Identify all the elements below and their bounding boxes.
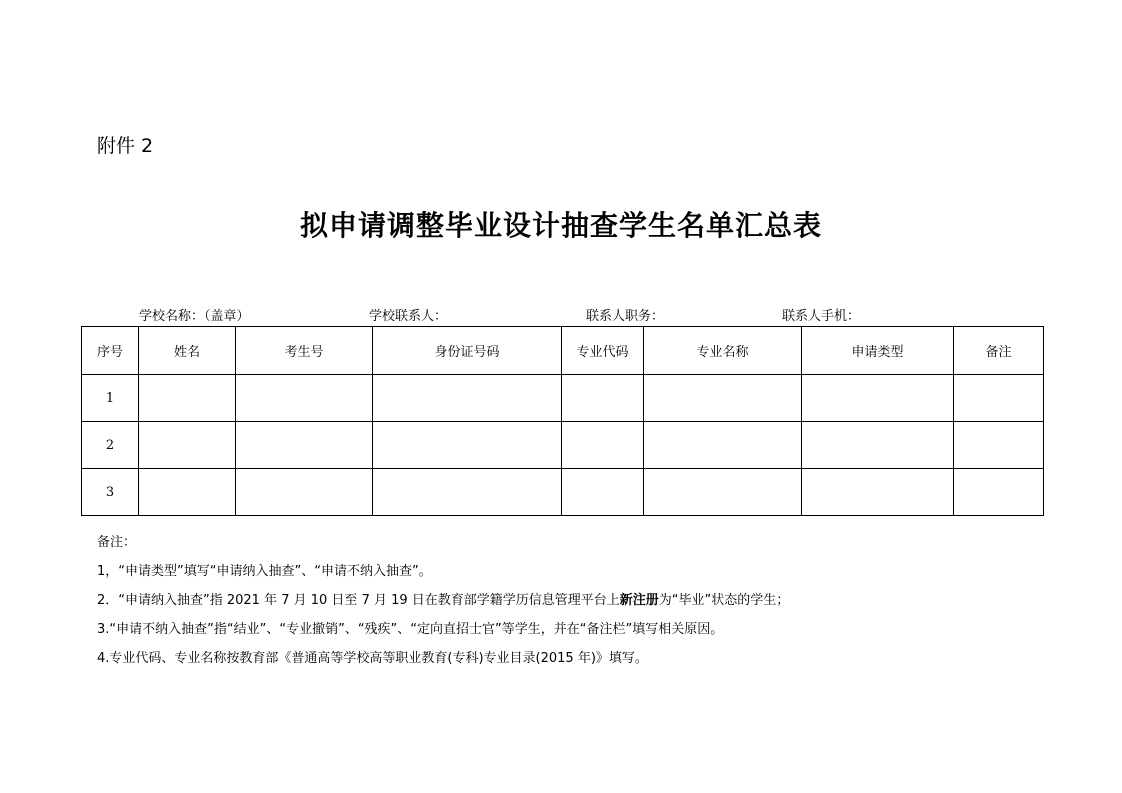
student-roster-table xyxy=(81,326,1044,516)
table-cell[interactable] xyxy=(644,469,802,516)
table-cell[interactable] xyxy=(373,469,562,516)
row-number: 3 xyxy=(82,469,139,516)
notes-heading: 备注： xyxy=(97,535,137,550)
table-cell[interactable] xyxy=(139,422,236,469)
page-title: 拟申请调整毕业设计抽查学生名单汇总表 xyxy=(299,209,822,242)
table-cell[interactable] xyxy=(802,469,954,516)
table-row xyxy=(82,469,1044,516)
contact-position-label: 联系人职务： xyxy=(586,309,665,324)
table-cell[interactable] xyxy=(236,469,373,516)
table-cell[interactable] xyxy=(954,422,1044,469)
header-cell: 考生号 xyxy=(236,327,373,375)
table-cell[interactable] xyxy=(562,422,644,469)
table-row xyxy=(82,375,1044,422)
note-item-2 xyxy=(97,586,789,615)
table-cell[interactable] xyxy=(644,375,802,422)
attachment-label: 附件 2 xyxy=(97,135,154,157)
table-cell[interactable] xyxy=(802,375,954,422)
table-cell[interactable] xyxy=(373,375,562,422)
header-cell: 序号 xyxy=(82,327,139,375)
table-cell[interactable] xyxy=(373,422,562,469)
table-row xyxy=(82,422,1044,469)
header-cell: 姓名 xyxy=(139,327,236,375)
table-cell[interactable] xyxy=(139,375,236,422)
note-item-1: 1，“申请类型”填写“申请纳入抽查”、“申请不纳入抽查”。 xyxy=(97,564,432,579)
note-item-2-emphasis: 新注册 xyxy=(619,593,659,608)
header-cell: 专业名称 xyxy=(644,327,802,375)
table-cell[interactable] xyxy=(954,469,1044,516)
school-contact-label: 学校联系人： xyxy=(369,309,448,324)
note-item-2-text-end: 为“毕业”状态的学生； xyxy=(658,593,790,608)
table-cell[interactable] xyxy=(139,469,236,516)
header-cell: 专业代码 xyxy=(562,327,644,375)
notes-section xyxy=(97,528,789,673)
table-cell[interactable] xyxy=(562,375,644,422)
header-cell: 备注 xyxy=(954,327,1044,375)
table-cell[interactable] xyxy=(644,422,802,469)
table-cell[interactable] xyxy=(562,469,644,516)
header-cell: 身份证号码 xyxy=(373,327,562,375)
note-item-4: 4.专业代码、专业名称按教育部《普通高等学校高等职业教育(专科)专业目录(2015 年)》填写。 xyxy=(97,651,648,666)
note-item-2-text: 2．“申请纳入抽查”指 2021 年 7 月 10 日至 7 月 19 日在教育部学籍学历信息管理平台上 xyxy=(97,593,620,608)
header-cell: 申请类型 xyxy=(802,327,954,375)
school-name-label: 学校名称：（盖章） xyxy=(139,309,250,324)
note-item-3: 3.“申请不纳入抽查”指“结业”、“专业撤销”、“残疾”、“定向直招士官”等学生，并在“备注栏”填写相关原因。 xyxy=(97,622,724,637)
table-header-row xyxy=(82,327,1044,375)
table-cell[interactable] xyxy=(236,375,373,422)
table-cell[interactable] xyxy=(236,422,373,469)
row-number: 1 xyxy=(82,375,139,422)
row-number: 2 xyxy=(82,422,139,469)
contact-phone-label: 联系人手机： xyxy=(782,309,861,324)
table-cell[interactable] xyxy=(954,375,1044,422)
table-cell[interactable] xyxy=(802,422,954,469)
